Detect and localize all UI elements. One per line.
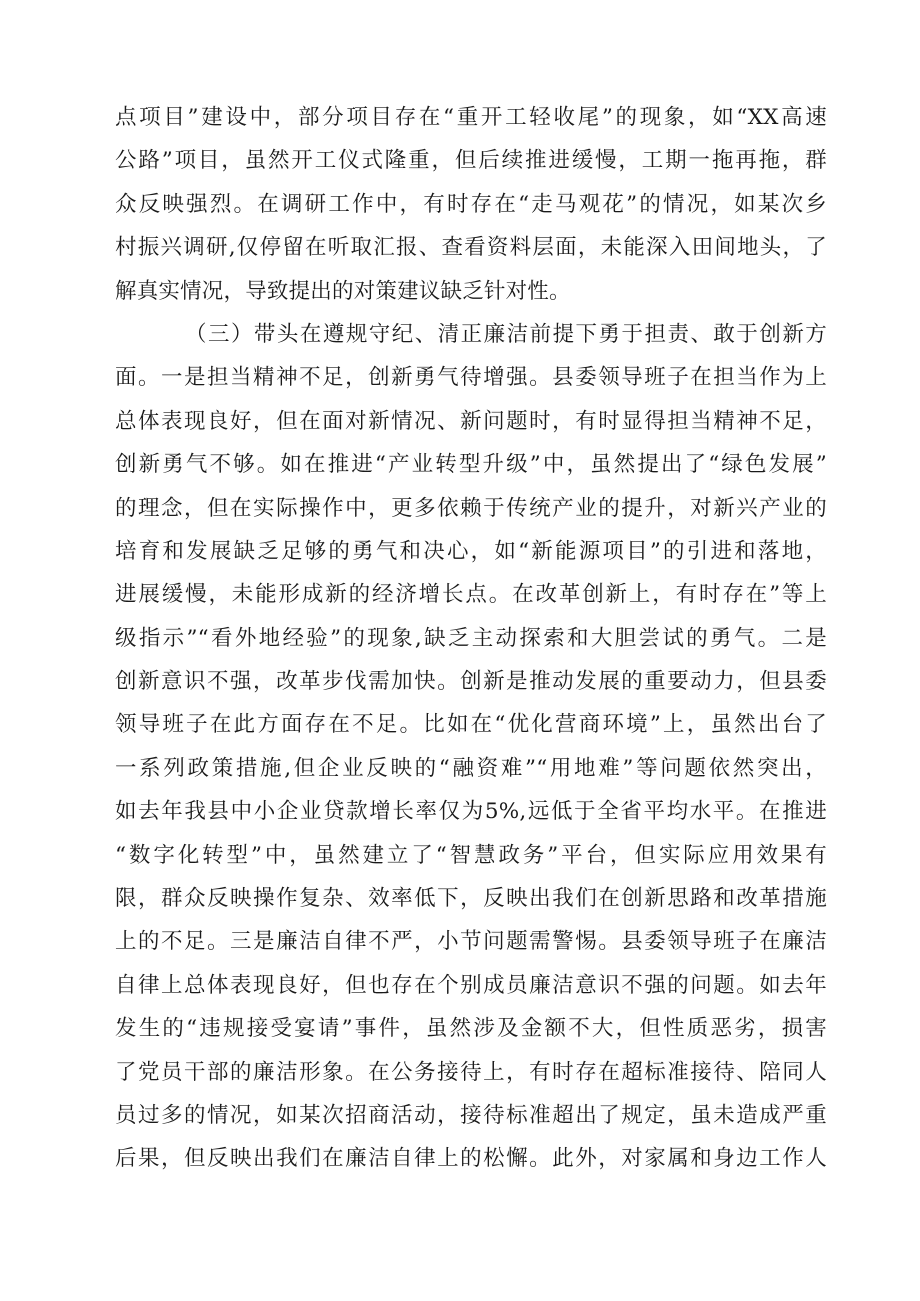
text-line: 限，群众反映操作复杂、效率低下，反映出我们在创新思路和改革措施: [115, 886, 827, 912]
text-line: 村振兴调研,仅停留在听取汇报、查看资料层面，未能深入田间地头，了: [115, 235, 827, 261]
text-line: 点项目”建设中，部分项目存在“重开工轻收尾”的现象，如“XX高速: [115, 105, 827, 130]
text-line: 了党员干部的廉洁形象。在公务接待上，有时存在超标准接待、陪同人: [115, 1059, 827, 1085]
text-line: 进展缓慢，未能形成新的经济增长点。在改革创新上，有时存在”等上: [115, 582, 827, 608]
section-heading-line: （三）带头在遵规守纪、清正廉洁前提下勇于担责、敢于创新方: [185, 321, 827, 347]
text-line: 发生的“违规接受宴请”事件，虽然涉及金额不大，但性质恶劣，损害: [115, 1016, 827, 1042]
text-line: 创新勇气不够。如在推进“产业转型升级”中，虽然提出了“绿色发展”: [115, 452, 827, 478]
text-line: 级指示”“看外地经验”的现象,缺乏主动探索和大胆尝试的勇气。二是: [115, 625, 827, 651]
text-line: 面。一是担当精神不足，创新勇气待增强。县委领导班子在担当作为上: [115, 365, 827, 391]
text-line: 总体表现良好，但在面对新情况、新问题时，有时显得担当精神不足，: [115, 408, 827, 434]
body-text: [115, 96, 827, 1181]
text-line: 公路”项目，虽然开工仪式隆重，但后续推进缓慢，工期一拖再拖，群: [115, 148, 827, 174]
text-line: 后果，但反映出我们在廉洁自律上的松懈。此外，对家属和身边工作人: [115, 1146, 827, 1172]
text-line: “数字化转型”中，虽然建立了“智慧政务”平台，但实际应用效果有: [115, 842, 827, 868]
text-line: 众反映强烈。在调研工作中，有时存在“走马观花”的情况，如某次乡: [115, 191, 827, 217]
text-line: 如去年我县中小企业贷款增长率仅为5%,远低于全省平均水平。在推进: [115, 799, 827, 825]
text-line: 上的不足。三是廉洁自律不严，小节问题需警惕。县委领导班子在廉洁: [115, 929, 827, 955]
text-line: 的理念，但在实际操作中，更多依赖于传统产业的提升，对新兴产业的: [115, 495, 827, 521]
text-line: 一系列政策措施,但企业反映的“融资难”“用地难”等问题依然突出，: [115, 755, 827, 781]
text-line: 自律上总体表现良好，但也存在个别成员廉洁意识不强的问题。如去年: [115, 972, 827, 998]
text-line: 培育和发展缺乏足够的勇气和决心，如“新能源项目”的引进和落地，: [115, 538, 827, 564]
text-line: 领导班子在此方面存在不足。比如在“优化营商环境”上，虽然出台了: [115, 712, 827, 738]
text-line: 创新意识不强，改革步伐需加快。创新是推动发展的重要动力，但县委: [115, 669, 827, 695]
text-line: 员过多的情况，如某次招商活动，接待标准超出了规定，虽未造成严重: [115, 1102, 827, 1128]
text-line: 解真实情况，导致提出的对策建议缺乏针对性。: [115, 278, 571, 304]
